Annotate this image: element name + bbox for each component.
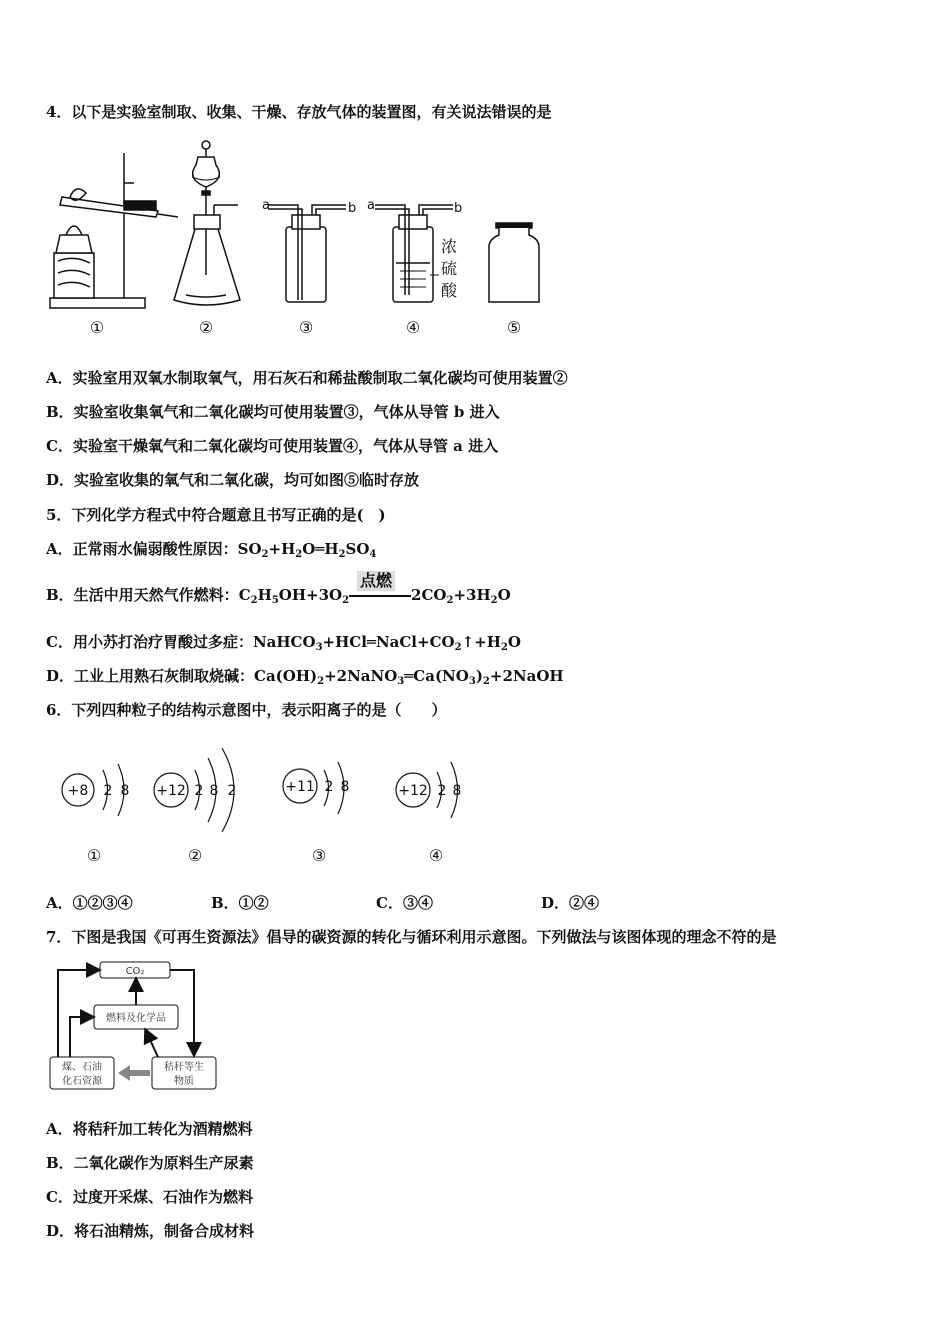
acid-label-2: 硫 — [441, 259, 458, 278]
nucleus-1: +8 — [67, 783, 89, 799]
q7-stem: 7．下图是我国《可再生资源法》倡导的碳资源的转化与循环利用示意图。下列做法与该图体现的理念不符的是 — [46, 928, 777, 946]
q6-option-b: B．①② — [211, 894, 269, 912]
particle-label-3: ③ — [311, 846, 327, 865]
shell-4-2: 8 — [452, 783, 462, 799]
q4-apparatus-figure — [46, 135, 566, 340]
port-a-4: a — [367, 198, 375, 213]
biomass-to-fossil-arrow — [118, 1065, 150, 1081]
q6-option-c: C．③④ — [376, 894, 433, 912]
apparatus-3-bottle — [268, 205, 346, 302]
apparatus-label-1: ① — [89, 318, 105, 337]
q5-option-a: A．正常雨水偏弱酸性原因：$SO_2+H_2O═H_2SO_4$ — [46, 540, 377, 560]
node-fossil-line1: 煤、石油 — [62, 1062, 102, 1073]
q6-particle-figure — [58, 730, 488, 870]
q5-option-d: D．工业上用熟石灰制取烧碱：$Ca(OH)_2+2NaNO_3═Ca(NO_3)_2+2NaOH$ — [46, 667, 564, 687]
shell-4-1: 2 — [437, 783, 447, 799]
q7-carbon-cycle-diagram — [46, 956, 226, 1094]
apparatus-2-flask — [174, 141, 240, 305]
apparatus-1-heating — [50, 153, 178, 308]
q4-option-c: C．实验室干燥氧气和二氧化碳均可使用装置④，气体从导管 a 进入 — [46, 437, 499, 455]
q7-option-b: B．二氧化碳作为原料生产尿素 — [46, 1154, 254, 1172]
q7-option-a: A．将秸秆加工转化为酒精燃料 — [46, 1120, 253, 1138]
apparatus-label-2: ② — [198, 318, 214, 337]
q4-option-a: A．实验室用双氧水制取氧气，用石灰石和稀盐酸制取二氧化碳均可使用装置② — [46, 369, 568, 387]
q6-option-d: D．②④ — [541, 894, 600, 912]
reaction-condition-arrow — [349, 571, 411, 603]
apparatus-label-4: ④ — [405, 318, 421, 337]
q4-stem: 4．以下是实验室制取、收集、干燥、存放气体的装置图，有关说法错误的是 — [46, 103, 552, 121]
node-co2: CO₂ — [125, 966, 145, 977]
particle-label-1: ① — [86, 846, 102, 865]
nucleus-3: +11 — [285, 779, 315, 795]
shell-2-2: 8 — [209, 783, 219, 799]
nucleus-4: +12 — [398, 783, 428, 799]
shell-2-1: 2 — [194, 783, 204, 799]
acid-label-1: 浓 — [441, 237, 458, 256]
q7-option-c: C．过度开采煤、石油作为燃料 — [46, 1188, 253, 1206]
node-biomass-line2: 物质 — [174, 1076, 194, 1087]
q6-stem: 6．下列四种粒子的结构示意图中，表示阳离子的是（ ） — [46, 701, 447, 719]
node-biomass-line1: 秸秆等生 — [164, 1062, 204, 1073]
q7-option-d: D．将石油精炼，制备合成材料 — [46, 1222, 255, 1240]
port-a-3: a — [262, 198, 270, 213]
q6-option-a: A．①②③④ — [46, 894, 133, 912]
shell-1-2: 8 — [120, 783, 130, 799]
particle-label-2: ② — [187, 846, 203, 865]
q5-option-c: C．用小苏打治疗胃酸过多症：$NaHCO_3+HCl═NaCl+CO_2↑+H_2O$ — [46, 633, 521, 653]
acid-label-3: 酸 — [441, 281, 458, 300]
q5-option-b: B．生活中用天然气作燃料：$C_2H_5OH+3O_2$ 点燃 $2CO_2+3H_2O$ — [46, 571, 511, 606]
apparatus-5-storage-bottle — [489, 223, 539, 302]
ignite-condition: 点燃 — [357, 571, 395, 591]
shell-3-2: 8 — [340, 779, 350, 795]
node-fuel: 燃料及化学品 — [106, 1013, 166, 1024]
q5-stem: 5．下列化学方程式中符合题意且书写正确的是( ) — [46, 506, 386, 524]
port-b-4: b — [454, 201, 463, 216]
shell-1-1: 2 — [103, 783, 113, 799]
apparatus-label-3: ③ — [298, 318, 314, 337]
port-b-3: b — [348, 201, 357, 216]
apparatus-label-5: ⑤ — [506, 318, 522, 337]
nucleus-2: +12 — [156, 783, 186, 799]
shell-2-3: 2 — [227, 783, 237, 799]
shell-3-1: 2 — [324, 779, 334, 795]
node-fossil-line2: 化石资源 — [62, 1076, 102, 1087]
particle-label-4: ④ — [428, 846, 444, 865]
q6-options — [46, 893, 599, 913]
q4-option-d: D．实验室收集的氧气和二氧化碳，均可如图⑤临时存放 — [46, 471, 420, 489]
q4-option-b: B．实验室收集氧气和二氧化碳均可使用装置③，气体从导管 b 进入 — [46, 403, 500, 421]
